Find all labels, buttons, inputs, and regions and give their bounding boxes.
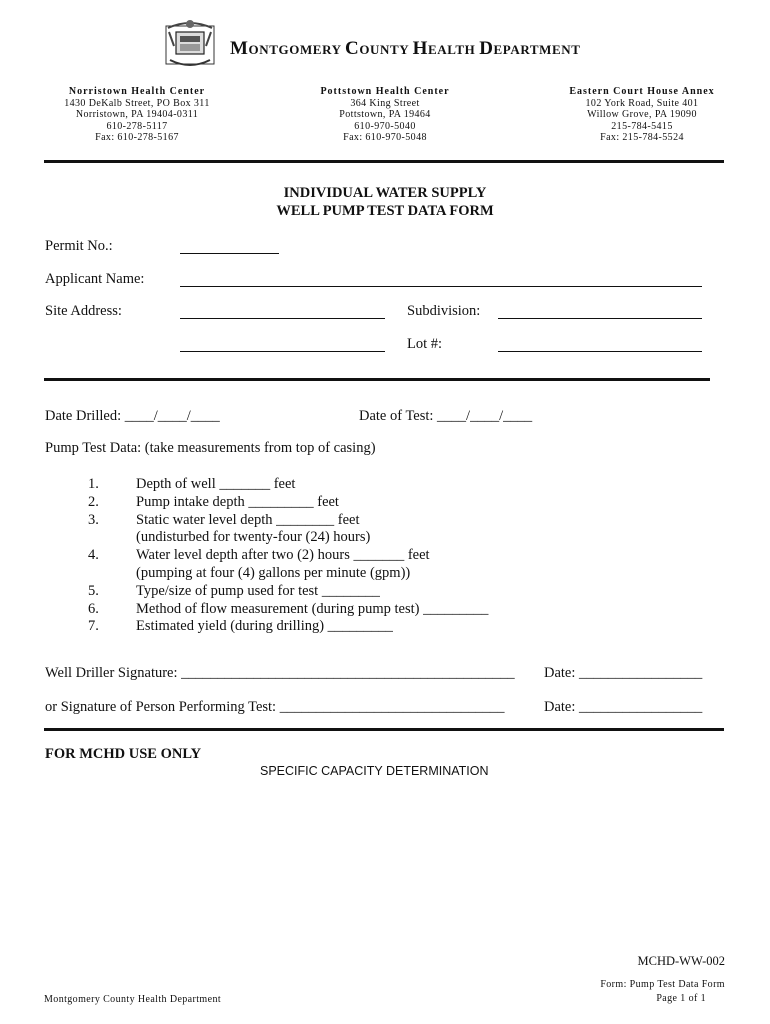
office-address: 1430 DeKalb Street, PO Box 311 [64, 97, 210, 109]
pump-test-heading: Pump Test Data: (take measurements from top of casing) [45, 440, 376, 456]
list-item[interactable]: 5. Type/size of pump used for test ________ [88, 582, 380, 599]
header-divider [44, 160, 724, 163]
person-signature-field[interactable]: or Signature of Person Performing Test: _______________________________ [45, 699, 505, 715]
pump-test-list [88, 476, 488, 636]
office-phone: 215-784-5415 [611, 120, 673, 132]
office-fax: Fax: 610-970-5048 [343, 132, 427, 144]
footer-department: Montgomery County Health Department [44, 994, 222, 1005]
office-name: Eastern Court House Annex [569, 86, 715, 97]
person-date-field[interactable]: Date: _________________ [544, 699, 703, 715]
lot-number-field[interactable] [498, 351, 702, 352]
list-item-note: (pumping at four (4) gallons per minute (gpm)) [136, 564, 411, 581]
office-phone: 610-970-5040 [354, 120, 416, 132]
list-item[interactable]: 1. Depth of well _______ feet [88, 476, 296, 492]
date-of-test-field[interactable]: Date of Test: ____/____/____ [359, 408, 533, 424]
form-title-line2: WELL PUMP TEST DATA FORM [276, 203, 494, 219]
office-norristown [22, 86, 252, 144]
subdivision-field[interactable] [498, 318, 702, 319]
mchd-divider [44, 728, 724, 731]
section-divider [44, 378, 710, 381]
office-name: Pottstown Health Center [320, 86, 450, 97]
driller-date-field[interactable]: Date: _________________ [544, 665, 703, 681]
mchd-use-heading: FOR MCHD USE ONLY [45, 746, 202, 762]
site-address-field-line2[interactable] [180, 351, 385, 352]
office-eastern-annex [527, 86, 757, 144]
list-item[interactable]: 7. Estimated yield (during drilling) _________ [88, 618, 393, 635]
list-item[interactable]: 2. Pump intake depth _________ feet [88, 493, 339, 510]
applicant-label: Applicant Name: [45, 271, 145, 287]
office-city: Willow Grove, PA 19090 [587, 109, 697, 121]
subdivision-label: Subdivision: [407, 303, 481, 319]
form-title-line1: INDIVIDUAL WATER SUPPLY [283, 185, 487, 201]
office-pottstown [270, 86, 500, 144]
permit-label: Permit No.: [45, 238, 113, 254]
office-phone: 610-278-5117 [106, 120, 168, 132]
site-address-field[interactable] [180, 318, 385, 319]
date-drilled-field[interactable]: Date Drilled: ____/____/____ [45, 408, 220, 424]
form-name: Form: Pump Test Data Form [600, 979, 725, 990]
well-driller-signature-field[interactable]: Well Driller Signature: ______________________________________________ [45, 665, 515, 681]
capacity-heading: SPECIFIC CAPACITY DETERMINATION [260, 764, 489, 778]
page-number: Page 1 of 1 [656, 993, 706, 1004]
office-address: 102 York Road, Suite 401 [585, 97, 699, 109]
office-city: Pottstown, PA 19464 [339, 109, 431, 121]
form-code: MCHD-WW-002 [637, 954, 725, 968]
office-city: Norristown, PA 19404-0311 [75, 109, 199, 121]
applicant-name-field[interactable] [180, 286, 702, 287]
lot-label: Lot #: [407, 336, 443, 352]
form-title [0, 184, 770, 220]
list-item[interactable]: 4. Water level depth after two (2) hours _______ feet [88, 547, 430, 564]
permit-number-field[interactable] [180, 253, 279, 254]
list-item-note: (undisturbed for twenty-four (24) hours) [136, 529, 371, 546]
office-fax: Fax: 215-784-5524 [600, 132, 684, 144]
county-seal-logo [164, 16, 216, 70]
office-fax: Fax: 610-278-5167 [95, 132, 179, 144]
list-item[interactable]: 6. Method of flow measurement (during pump test) _________ [88, 600, 489, 617]
department-title: MONTGOMERY COUNTY HEALTH DEPARTMENT [230, 38, 581, 59]
list-item[interactable]: 3. Static water level depth ________ feet [88, 511, 360, 528]
site-address-label: Site Address: [45, 303, 122, 319]
office-name: Norristown Health Center [68, 86, 206, 97]
office-address: 364 King Street [350, 97, 420, 109]
